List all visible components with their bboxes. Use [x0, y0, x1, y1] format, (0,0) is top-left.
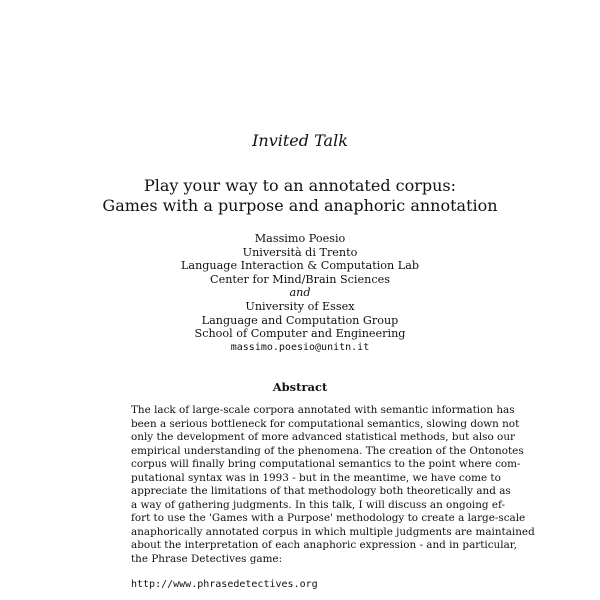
abstract-heading: Abstract — [272, 380, 328, 394]
title-line-1: Play your way to an annotated corpus: — [143, 176, 457, 195]
affiliation-5: Language and Computation Group — [201, 313, 399, 327]
abstract-body — [131, 404, 535, 566]
abstract-line: empirical understanding of the phenomena. The creation of the Ontonotes — [131, 444, 524, 457]
author-name: Massimo Poesio — [254, 232, 346, 245]
affiliation-2: Language Interaction & Computation Lab — [180, 259, 420, 273]
abstract-line: anaphorically annotated corpus in which multiple judgments are maintained — [131, 525, 535, 538]
section-label: Invited Talk — [252, 131, 348, 150]
abstract-line: about the interpretation of each anaphoric expression - and in particular, — [131, 539, 517, 551]
abstract-line: a way of gathering judgments. In this talk, I will discuss an ongoing ef- — [131, 498, 506, 511]
affiliation-3: Center for Mind/Brain Sciences — [210, 272, 390, 286]
affiliation-6: School of Computer and Engineering — [194, 327, 406, 341]
abstract-line: putational syntax was in 1993 - but in the meantime, we have come to — [131, 471, 501, 484]
affiliation-4: University of Essex — [245, 299, 355, 313]
author-email: massimo.poesio@unitn.it — [230, 341, 370, 353]
project-url: http://www.phrasedetectives.org — [131, 579, 318, 590]
abstract-line: been a serious bottleneck for computational semantics, slowing down not — [131, 417, 520, 430]
abstract-line: appreciate the limitations of that methodology both theoretically and as — [131, 485, 511, 497]
author-block — [0, 232, 600, 354]
title-line-2: Games with a purpose and anaphoric annotation — [102, 196, 498, 215]
affiliation-1: Università di Trento — [242, 245, 358, 259]
abstract-line: corpus will finally bring computational semantics to the point where com- — [131, 458, 521, 470]
abstract-line: the Phrase Detectives game: — [131, 552, 283, 565]
affiliation-conjunction: and — [289, 286, 311, 300]
abstract-line: only the development of more advanced statistical methods, but also our — [131, 431, 515, 443]
abstract-line: fort to use the 'Games with a Purpose' methodology to create a large-scale — [131, 512, 526, 524]
paper-title — [0, 176, 600, 216]
abstract-line: The lack of large-scale corpora annotated with semantic information has — [131, 404, 515, 416]
